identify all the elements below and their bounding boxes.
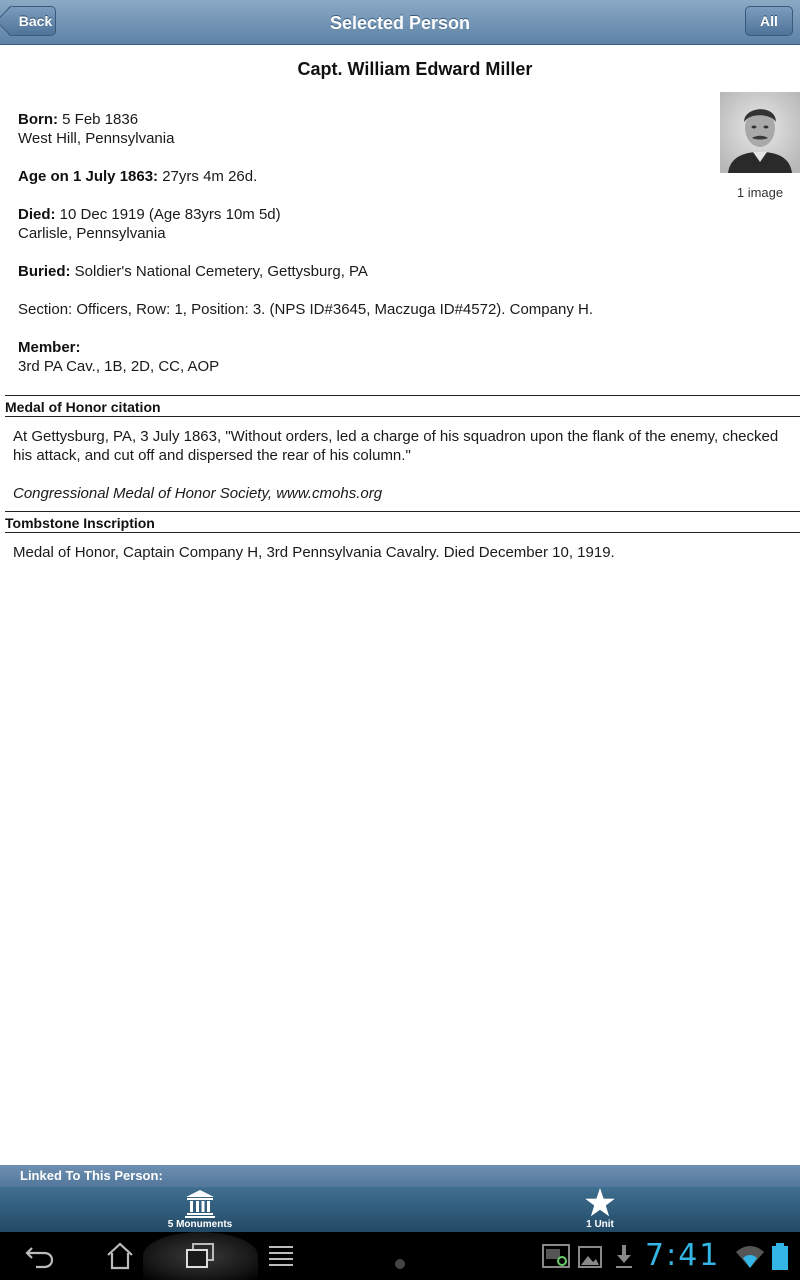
born-date: 5 Feb 1836 [58,111,139,128]
died-value: 10 Dec 1919 (Age 83yrs 10m 5d) [55,206,281,223]
buried-value: Soldier's National Cemetery, Gettysburg, PA [70,263,368,280]
system-menu-icon[interactable] [266,1240,298,1272]
back-button[interactable] [7,6,56,36]
tombstone-section-body [13,543,788,562]
linked-monuments-label: 5 Monuments [167,1219,233,1230]
tombstone-text: Medal of Honor, Captain Company H, 3rd Pennsylvania Cavalry. Died December 10, 1919. [13,544,615,561]
system-nav-bar [0,1232,800,1280]
born-block [18,110,708,148]
system-dot-icon [384,1240,416,1272]
screen-title: Selected Person [329,13,471,33]
tombstone-section-heading: Tombstone Inscription [5,511,800,533]
star-icon [585,1188,615,1218]
medal-citation: At Gettysburg, PA, 3 July 1863, "Without orders, led a charge of his squadron upon the flank of the enemy, checked his attack, and cut off and dispersed the rear of his column." [13,428,779,464]
age-value: 27yrs 4m 26d. [158,168,258,185]
linked-header: Linked To This Person: [0,1165,800,1187]
person-details [18,110,708,376]
age-label: Age on 1 July 1863: [18,168,159,185]
buried-block [18,262,708,281]
back-button-label: Back [18,13,53,29]
all-button[interactable]: All [745,6,793,36]
linked-unit-button[interactable] [540,1187,660,1232]
born-place: West Hill, Pennsylvania [18,130,175,147]
status-clock: 7:41 [645,1238,721,1273]
gallery-notification-icon [574,1240,606,1272]
linked-monuments-button[interactable] [140,1187,260,1232]
monument-icon [185,1188,215,1218]
person-photo[interactable] [720,92,800,173]
died-place: Carlisle, Pennsylvania [18,225,166,242]
battery-icon [764,1240,796,1272]
died-block [18,205,708,243]
died-label: Died: [18,206,56,223]
born-label: Born: [18,111,58,128]
medal-source: Congressional Medal of Honor Society, www.cmohs.org [13,485,383,502]
person-name: Capt. William Edward Miller [297,59,533,79]
member-label: Member: [18,339,81,356]
grave-section: Section: Officers, Row: 1, Position: 3. (NPS ID#3645, Maczuga ID#4572). Company H. [18,301,593,318]
system-back-icon[interactable] [24,1240,56,1272]
download-notification-icon [608,1240,640,1272]
age-block [18,167,708,186]
member-value: 3rd PA Cav., 1B, 2D, CC, AOP [18,358,220,375]
screenshot-notification-icon [540,1240,572,1272]
linked-bar [0,1187,800,1232]
photo-caption[interactable]: 1 image [736,185,784,200]
medal-section-body [13,427,788,503]
member-block [18,338,708,376]
top-nav-bar [0,0,800,45]
system-home-icon[interactable] [104,1240,136,1272]
buried-label: Buried: [18,263,71,280]
linked-unit-label: 1 Unit [586,1219,614,1230]
medal-section-heading: Medal of Honor citation [5,395,800,417]
wifi-icon [734,1240,766,1272]
system-recent-apps-icon[interactable] [184,1240,216,1272]
